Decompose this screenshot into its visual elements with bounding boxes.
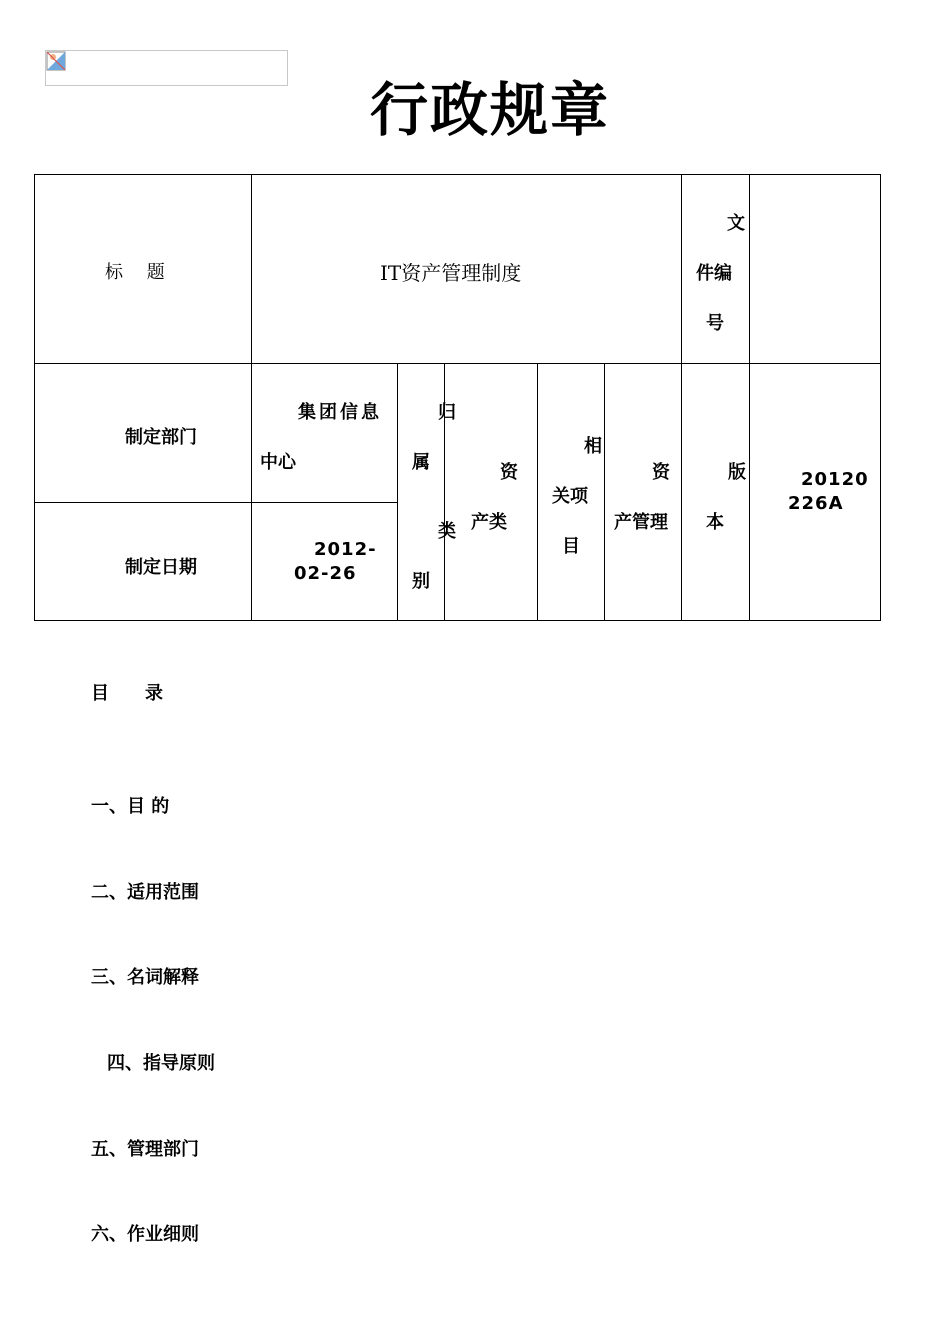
toc-item-procedures: 六、作业细则 bbox=[91, 1224, 199, 1245]
related-label-3: 目 bbox=[562, 536, 580, 557]
title-value: IT资产管理制度 bbox=[380, 261, 522, 285]
title-label: 标 题 bbox=[105, 262, 165, 283]
category-label-cell bbox=[397, 363, 456, 621]
related-value-1: 资 bbox=[652, 462, 670, 483]
category-label-4: 别 bbox=[412, 571, 430, 592]
category-value-1: 资 bbox=[500, 462, 518, 483]
toc-heading: 目 录 bbox=[91, 683, 163, 704]
dept-label-cell bbox=[34, 363, 252, 503]
toc-item-management: 五、管理部门 bbox=[91, 1139, 199, 1160]
doc-no-label-2: 件编 bbox=[696, 263, 732, 284]
date-value-cell bbox=[251, 502, 398, 621]
dept-label: 制定部门 bbox=[125, 427, 197, 448]
date-value-1: 2012- bbox=[314, 539, 377, 560]
version-label-1: 版 bbox=[728, 462, 746, 483]
doc-no-label-cell bbox=[681, 174, 750, 364]
related-label-2: 关项 bbox=[552, 486, 588, 507]
category-label-2: 属 bbox=[412, 452, 430, 473]
category-label-1: 归 bbox=[438, 402, 456, 423]
document-info-table bbox=[34, 174, 881, 621]
category-label-3: 类 bbox=[438, 521, 456, 542]
version-label-cell bbox=[681, 363, 750, 621]
related-label-1: 相 bbox=[584, 436, 602, 457]
category-value-cell bbox=[444, 363, 538, 621]
toc-item-scope: 二、适用范围 bbox=[91, 882, 199, 903]
related-label-cell bbox=[537, 363, 605, 621]
doc-no-label-1: 文 bbox=[727, 213, 745, 234]
version-value-2: 226A bbox=[788, 493, 844, 514]
doc-no-value-cell bbox=[749, 174, 881, 364]
date-value-2: 02-26 bbox=[294, 563, 357, 584]
page-title: 行政规章 bbox=[369, 76, 610, 144]
toc-item-purpose: 一、目 的 bbox=[91, 796, 170, 817]
date-label-cell bbox=[34, 502, 252, 621]
dept-value-1: 集团信息 bbox=[298, 402, 382, 423]
version-value-cell bbox=[749, 363, 881, 621]
category-value-2: 产类 bbox=[471, 512, 507, 533]
dept-value-2: 中心 bbox=[260, 452, 296, 473]
toc-item-principles: 四、指导原则 bbox=[107, 1053, 215, 1074]
related-value-2: 产管理 bbox=[614, 512, 668, 533]
related-value-cell bbox=[604, 363, 682, 621]
version-label-2: 本 bbox=[706, 512, 724, 533]
version-value-1: 20120 bbox=[801, 469, 869, 490]
title-value-cell bbox=[251, 174, 682, 364]
toc-item-definitions: 三、名词解释 bbox=[91, 967, 199, 988]
logo-placeholder bbox=[45, 50, 288, 86]
date-label: 制定日期 bbox=[125, 557, 197, 578]
dept-value-cell bbox=[251, 363, 398, 503]
doc-no-label-3: 号 bbox=[706, 313, 724, 334]
broken-image-icon bbox=[46, 51, 66, 71]
title-label-cell bbox=[34, 174, 252, 364]
